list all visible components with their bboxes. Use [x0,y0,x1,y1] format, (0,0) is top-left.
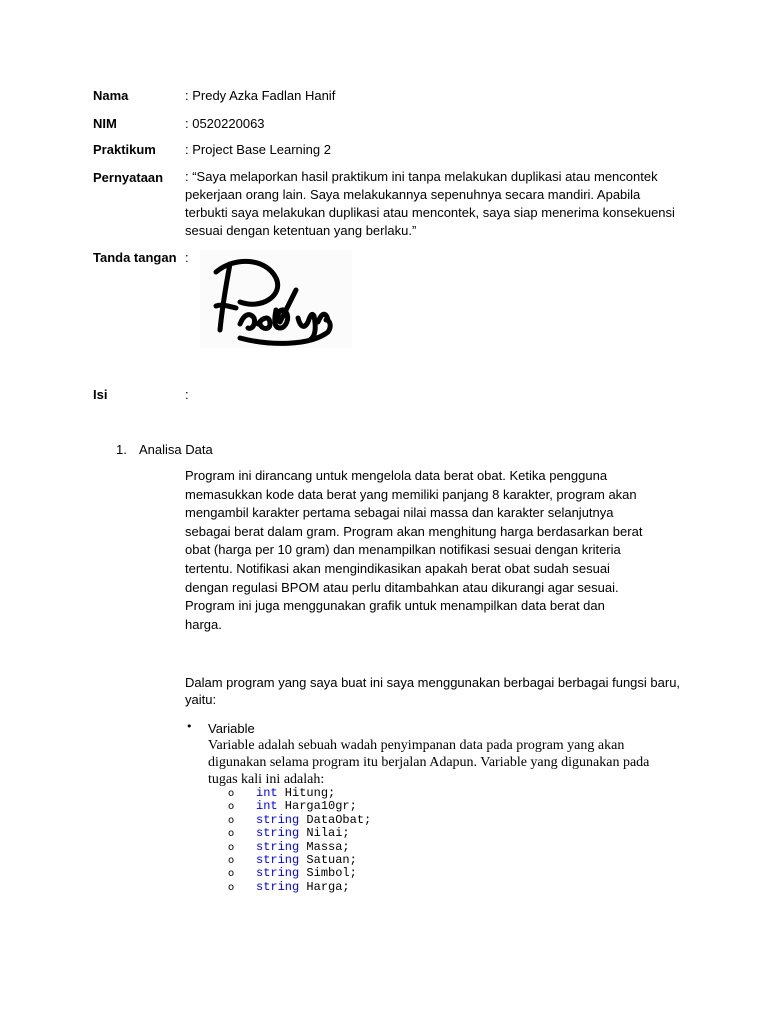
code-keyword: string [256,812,300,827]
statement-line: pekerjaan orang lain. Saya melakukannya sepenuhnya secara mandiri. Apabila [185,187,641,202]
circle-bullet: o [228,828,235,840]
label-isi: Isi [93,387,108,402]
circle-bullet: o [228,814,235,826]
code-keyword: string [256,879,300,894]
circle-bullet: o [228,881,235,893]
statement-line: terbukti saya melakukan duplikasi atau mencontek, saya siap menerima konsekuensi [185,205,675,220]
code-keyword: int [256,786,278,800]
description-line: digunakan selama program itu berjalan Adapun. Variable yang digunakan pada [208,755,650,770]
value-nama: : Predy Azka Fadlan Hanif [185,88,336,103]
circle-bullet: o [228,868,235,880]
label-nama: Nama [93,88,129,103]
bullet-title: Variable [208,721,255,736]
code-keyword: string [256,866,300,881]
code-identifier: Nilai; [299,826,350,841]
code-identifier: Simbol; [299,866,357,881]
circle-bullet: o [228,841,235,853]
circle-bullet: o [228,854,235,866]
paragraph-line: Program ini dirancang untuk mengelola data berat obat. Ketika pengguna [185,468,608,483]
bullet-disc: • [186,720,193,733]
label-praktikum: Praktikum [93,142,156,157]
code-keyword: string [256,852,300,867]
section-title: Analisa Data [139,442,213,457]
label-nim: NIM [93,116,117,131]
code-keyword: string [256,826,300,841]
statement-line: sesuai dengan ketentuan yang berlaku.” [185,223,417,238]
description-line: tugas kali ini adalah: [208,772,325,787]
paragraph-line: mengambil karakter pertama sebagai nilai massa dan karakter selanjutnya [185,505,614,521]
code-identifier: Harga10gr; [277,799,357,814]
paragraph-line: obat (harga per 10 gram) dan menampilkan notifikasi sesuai dengan kriteria [185,542,621,558]
paragraph-line: dengan regulasi BPOM atau perlu ditambahkan atau dikurangi agar sesuai. [185,579,619,595]
intro-line: yaitu: [185,692,217,707]
code-keyword: int [256,799,278,814]
value-nim: : 0520220063 [185,116,265,131]
signature-colon: : [185,250,189,265]
code-identifier: Massa; [299,839,350,854]
section-number: 1. [116,442,127,457]
circle-bullet: o [228,788,235,799]
analysis-paragraph [185,467,642,634]
code-identifier: Harga; [299,879,350,894]
signature-drawing [200,250,352,348]
intro-line: Dalam program yang saya buat ini saya menggunakan berbagai berbagai fungsi baru, [185,675,681,690]
intro-paragraph [185,674,680,708]
paragraph-line: tertentu. Notifikasi akan mengindikasikan apakah berat obat sudah sesuai [185,560,610,576]
label-pernyataan: Pernyataan [93,170,164,185]
description-line: Variable adalah sebuah wadah penyimpanan data pada program yang akan [208,738,625,753]
code-identifier: Satuan; [299,852,357,867]
label-tanda-tangan: Tanda tangan [93,250,177,265]
isi-colon: : [185,387,189,402]
circle-bullet: o [228,801,235,813]
paragraph-line: Program ini juga menggunakan grafik untuk menampilkan data berat dan [185,598,605,614]
variable-description [208,737,649,788]
code-identifier: DataObat; [299,812,372,827]
paragraph-line: harga. [185,616,222,632]
code-identifier: Hitung; [277,786,336,800]
statement-line: : “Saya melaporkan hasil praktikum ini tanpa melakukan duplikasi atau mencontek [185,169,658,184]
paragraph-line: memasukkan kode data berat yang memiliki panjang 8 karakter, program akan [185,486,637,502]
statement-text [185,168,675,240]
value-praktikum: : Project Base Learning 2 [185,142,331,157]
paragraph-line: sebagai berat dalam gram. Program akan menghitung harga berdasarkan berat [185,523,643,539]
code-keyword: string [256,839,300,854]
signature-image [200,250,352,348]
